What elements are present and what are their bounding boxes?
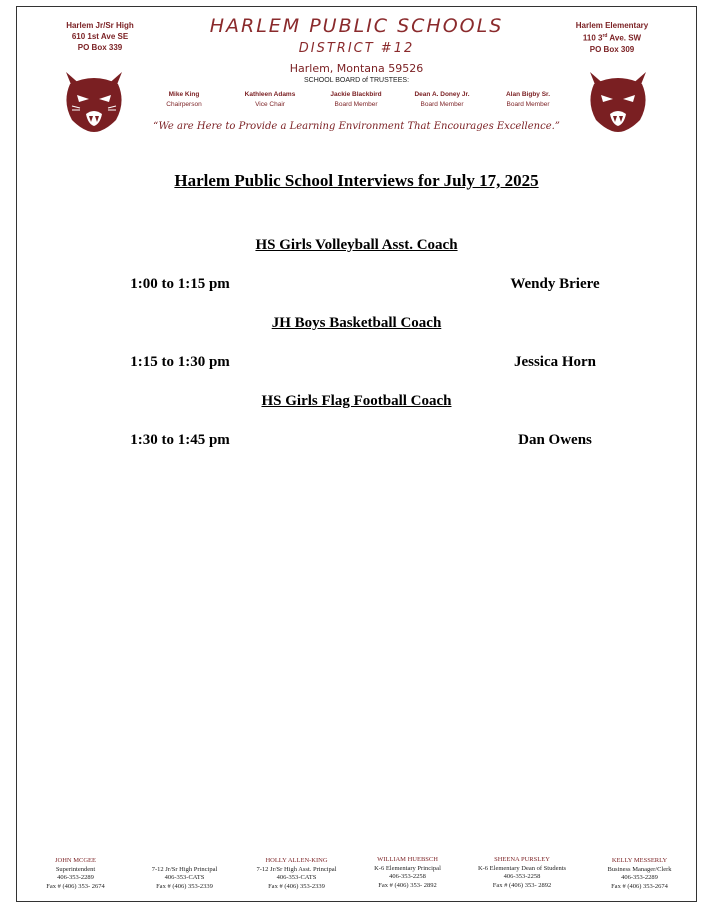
staff-name: HOLLY ALLEN-KING: [265, 857, 328, 864]
trustee-role: Chairperson: [166, 101, 202, 108]
trustee: [225, 90, 315, 110]
interview-time: 1:00 to 1:15 pm: [130, 276, 230, 292]
trustee: [139, 90, 229, 110]
staff-fax: Fax # (406) 353- 2892: [378, 881, 437, 889]
trustee-name: Mike King: [168, 91, 200, 98]
interview-time: 1:15 to 1:30 pm: [130, 354, 230, 370]
candidate-name: Dan Owens: [518, 432, 592, 448]
staff-contact: [582, 857, 697, 891]
trustee-role: Board Member: [420, 101, 464, 108]
staff-contact: [350, 856, 465, 890]
staff-phone: 406-353-CATS: [276, 874, 317, 881]
staff-contact: [127, 857, 242, 891]
staff-fax: Fax # (406) 353-2339: [156, 882, 213, 890]
position-title: HS Girls Volleyball Asst. Coach: [255, 237, 458, 253]
staff-name: SHEENA PURSLEY: [494, 856, 550, 863]
trustee-name: Alan Bigby Sr.: [505, 91, 551, 98]
city-state-zip: Harlem, Montana 59526: [289, 62, 424, 75]
staff-name: KELLY MESSERLY: [611, 857, 668, 864]
address-line: Harlem Elementary: [575, 21, 649, 30]
address-line: 110 3rd Ave. SW: [582, 33, 642, 43]
staff-phone: 406-353-2258: [503, 873, 541, 880]
candidate-name: Wendy Briere: [510, 276, 600, 292]
interview-time: 1:30 to 1:45 pm: [130, 432, 230, 448]
staff-phone: 406-353-CATS: [164, 874, 205, 881]
staff-title: K-6 Elementary Dean of Students: [477, 864, 567, 872]
trustee-name: Kathleen Adams: [244, 91, 296, 98]
position-title: JH Boys Basketball Coach: [271, 315, 442, 331]
staff-fax: Fax # (406) 353- 2674: [46, 882, 105, 890]
staff-contact: [239, 857, 354, 891]
staff-title: Business Manager/Clerk: [607, 865, 672, 873]
address-line: 610 1st Ave SE: [71, 32, 129, 41]
staff-name: JOHN MCGEE: [55, 857, 96, 864]
trustee-name: Jackie Blackbird: [330, 91, 382, 98]
staff-contact: [18, 857, 133, 891]
staff-name: [127, 857, 242, 866]
candidate-name: Jessica Horn: [513, 354, 597, 370]
staff-contact: [462, 856, 582, 890]
staff-title: Superintendent: [55, 865, 96, 873]
staff-fax: Fax # (406) 353-2674: [611, 882, 668, 890]
trustee: [397, 90, 487, 110]
trustee: [483, 90, 573, 110]
district-name: DISTRICT #12: [298, 41, 415, 56]
document-title: Harlem Public School Interviews for July 17, 2025: [174, 171, 539, 190]
staff-name: WILLIAM HUEBSCH: [377, 856, 438, 863]
staff-title: K-6 Elementary Principal: [374, 864, 441, 872]
trustee: [311, 90, 401, 110]
trustee-role: Board Member: [334, 101, 378, 108]
staff-phone: 406-353-2289: [621, 874, 658, 881]
board-heading: SCHOOL BOARD of TRUSTEES:: [303, 77, 410, 84]
address-line: PO Box 309: [589, 44, 635, 54]
page-border: [16, 6, 697, 902]
wildcat-mascot-icon: [60, 68, 128, 134]
staff-fax: Fax # (406) 353-2339: [268, 882, 325, 890]
motto: “We are Here to Provide a Learning Environment That Encourages Excellence.”: [153, 121, 560, 132]
staff-title: 7-12 Jr/Sr High Asst. Principal: [256, 865, 337, 873]
trustee-role: Vice Chair: [255, 101, 285, 108]
trustee-role: Board Member: [506, 101, 550, 108]
staff-phone: 406-353-2258: [389, 873, 426, 880]
staff-phone: 406-353-2289: [57, 874, 94, 881]
address-line: PO Box 339: [77, 43, 123, 52]
address-line: Harlem Jr/Sr High: [66, 21, 134, 30]
school-name: HARLEM PUBLIC SCHOOLS: [209, 15, 504, 37]
staff-title: 7-12 Jr/Sr High Principal: [151, 865, 218, 873]
position-title: HS Girls Flag Football Coach: [261, 393, 452, 409]
wildcat-mascot-icon: [584, 68, 652, 134]
staff-fax: Fax # (406) 353- 2892: [492, 881, 552, 889]
trustee-name: Dean A. Doney Jr.: [414, 91, 470, 98]
